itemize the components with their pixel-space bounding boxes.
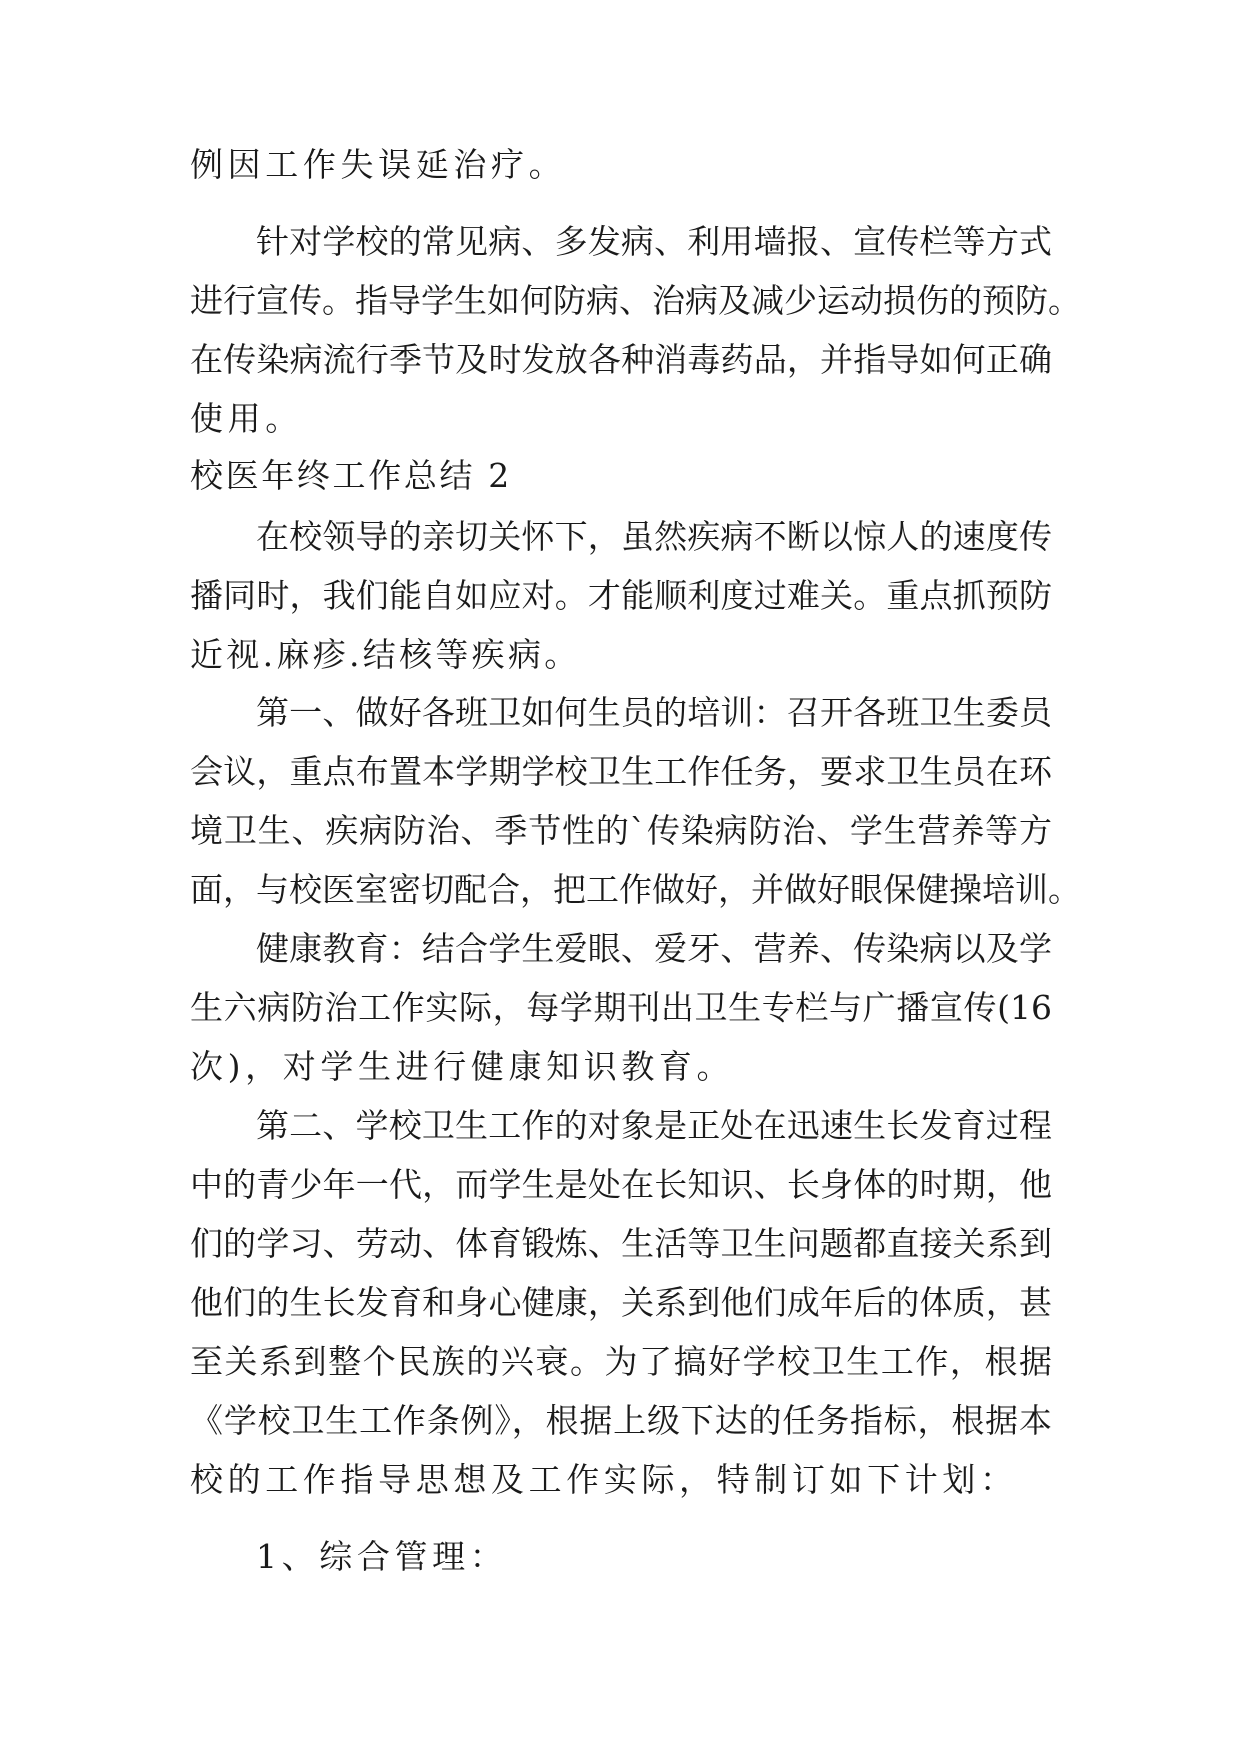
text-line: 健康教育：结合学生爱眼、爱牙、营养、传染病以及学 [256, 929, 1052, 968]
text-line: 校的工作指导思想及工作实际，特制订如下计划： [190, 1460, 1018, 1499]
text-line: 在传染病流行季节及时发放各种消毒药品，并指导如何正确 [190, 340, 1052, 379]
list-item-heading: 1、综合管理： [256, 1537, 508, 1576]
text-line: 使用。 [190, 399, 303, 438]
text-line: 他们的生长发育和身心健康，关系到他们成年后的体质，甚 [190, 1283, 1052, 1322]
text-line: 针对学校的常见病、多发病、利用墙报、宣传栏等方式 [256, 222, 1052, 261]
text-line: 面，与校医室密切配合，把工作做好，并做好眼保健操培训。 [190, 870, 1081, 909]
text-line: 次)，对学生进行健康知识教育。 [190, 1047, 735, 1086]
text-line: 第一、做好各班卫如何生员的培训：召开各班卫生委员 [256, 693, 1052, 732]
text-line: 中的青少年一代，而学生是处在长知识、长身体的时期，他 [190, 1165, 1052, 1204]
text-line: 《学校卫生工作条例》，根据上级下达的任务指标，根据本 [190, 1401, 1052, 1440]
text-line: 近视.麻疹.结核等疾病。 [190, 635, 581, 674]
text-line: 进行宣传。指导学生如何防病、治病及减少运动损伤的预防。 [190, 281, 1081, 320]
text-line: 例因工作失误延治疗。 [190, 145, 567, 184]
text-line: 在校领导的亲切关怀下，虽然疾病不断以惊人的速度传 [256, 517, 1052, 556]
text-line: 会议，重点布置本学期学校卫生工作任务，要求卫生员在环 [190, 752, 1052, 791]
text-line: 境卫生、疾病防治、季节性的`传染病防治、学生营养等方 [190, 811, 1052, 850]
text-line: 播同时，我们能自如应对。才能顺利度过难关。重点抓预防 [190, 576, 1052, 615]
text-line: 至关系到整个民族的兴衰。为了搞好学校卫生工作，根据 [190, 1342, 1052, 1381]
text-line: 第二、学校卫生工作的对象是正处在迅速生长发育过程 [256, 1106, 1052, 1145]
text-line: 生六病防治工作实际，每学期刊出卫生专栏与广播宣传(16 [190, 988, 1052, 1027]
text-line: 们的学习、劳动、体育锻炼、生活等卫生问题都直接关系到 [190, 1224, 1052, 1263]
section-heading: 校医年终工作总结 2 [190, 456, 512, 495]
